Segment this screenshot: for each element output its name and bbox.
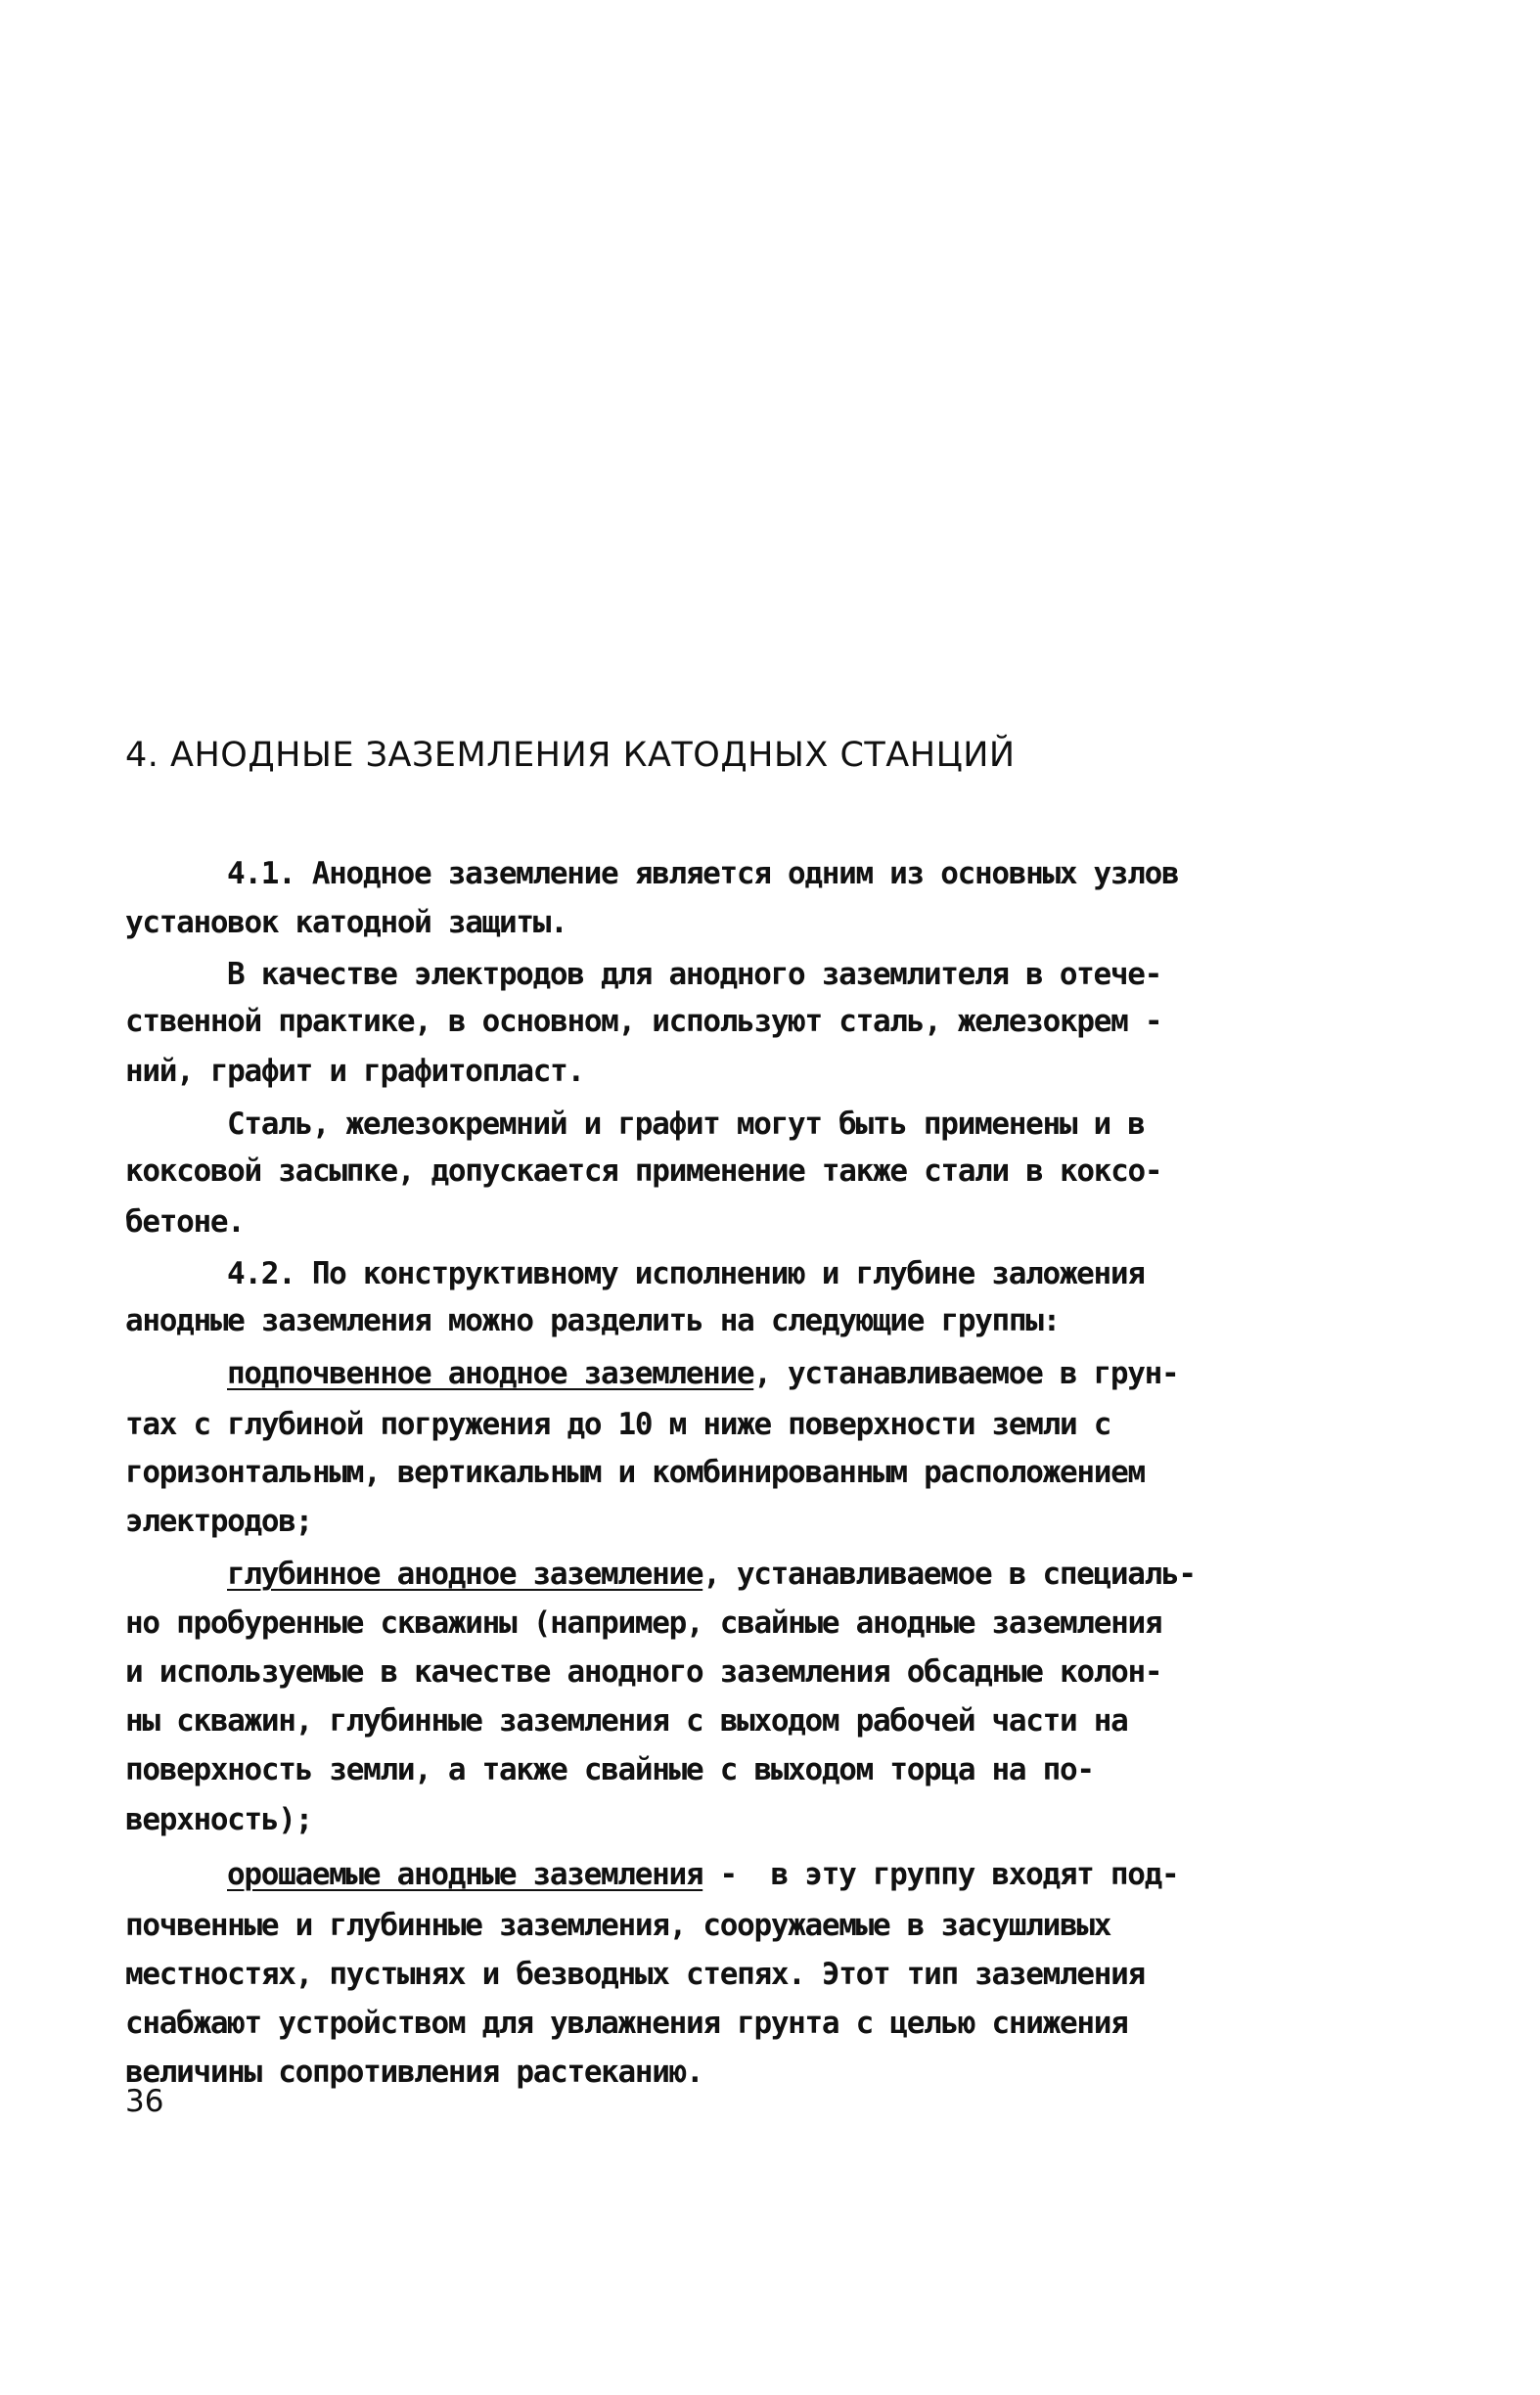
text-line: [227, 1354, 1178, 1393]
line-text: коксовой засыпке, допускается применение также стали в коксо-: [125, 1153, 1162, 1189]
text-line: [227, 1254, 1145, 1293]
line-text: 4.2. По конструктивному исполнению и глубине заложения: [227, 1256, 1145, 1291]
line-text: , устанавливаемое в грун-: [753, 1356, 1179, 1391]
text-line: [125, 1453, 1145, 1492]
line-text: снабжают устройством для увлажнения грунта с целью снижения: [125, 2006, 1128, 2041]
text-line: [125, 1052, 584, 1091]
text-line: [125, 2004, 1127, 2043]
line-text: и используемые в качестве анодного заземления обсадные колон-: [125, 1654, 1162, 1690]
underlined-term: орошаемые анодные заземления: [227, 1857, 703, 1892]
line-text: электродов;: [125, 1504, 312, 1539]
text-line: [125, 1701, 1127, 1740]
underlined-term: подпочвенное анодное заземление: [227, 1356, 754, 1391]
text-line: [125, 1301, 1060, 1340]
line-text: 4.1. Анодное заземление является одним из основных узлов: [227, 856, 1179, 891]
text-line: [125, 1800, 312, 1839]
line-text: поверхность земли, а также свайные с выходом торца на по-: [125, 1752, 1094, 1787]
text-line: [125, 1750, 1094, 1789]
text-line: [227, 955, 1161, 994]
text-line: [125, 1604, 1161, 1643]
text-line: [125, 1502, 312, 1541]
line-text: ний, графит и графитопласт.: [125, 1054, 584, 1089]
text-line: [227, 1555, 1196, 1594]
line-text: тах с глубиной погружения до 10 м ниже поверхности земли с: [125, 1407, 1111, 1442]
line-text: почвенные и глубинные заземления, сооружаемые в засушливых: [125, 1908, 1111, 1943]
line-text: величины сопротивления растеканию.: [125, 2055, 703, 2090]
line-text: бетоне.: [125, 1204, 245, 1240]
text-line: [125, 1002, 1161, 1041]
line-text: Сталь, железокремний и графит могут быть применены и в: [227, 1107, 1145, 1142]
line-text: В качестве электродов для анодного заземлителя в отече-: [227, 957, 1161, 992]
text-line: [227, 1855, 1178, 1894]
text-line: [125, 1202, 245, 1242]
line-text: , устанавливаемое в специаль-: [702, 1557, 1196, 1592]
text-line: [125, 1152, 1161, 1191]
underlined-term: глубинное анодное заземление: [227, 1557, 703, 1592]
text-line: [125, 1652, 1161, 1692]
line-text: но пробуренные скважины (например, свайные анодные заземления: [125, 1605, 1162, 1641]
line-text: горизонтальным, вертикальным и комбинированным расположением: [125, 1455, 1145, 1490]
line-text: ны скважин, глубинные заземления с выходом рабочей части на: [125, 1703, 1128, 1739]
text-line: [125, 2053, 702, 2092]
text-line: [125, 903, 566, 942]
text-line: [125, 1955, 1145, 1994]
line-text: - в эту группу входят под-: [702, 1857, 1179, 1892]
line-text: анодные заземления можно разделить на следующие группы:: [125, 1303, 1060, 1338]
chapter-title: 4. АНОДНЫЕ ЗАЗЕМЛЕНИЯ КАТОДНЫХ СТАНЦИЙ: [125, 736, 1016, 775]
page-number: 36: [125, 2084, 164, 2119]
line-text: ственной практике, в основном, используют сталь, железокрем -: [125, 1004, 1162, 1039]
line-text: местностях, пустынях и безводных степях. Этот тип заземления: [125, 1957, 1145, 1992]
line-text: установок катодной защиты.: [125, 905, 567, 940]
text-line: [227, 854, 1178, 893]
text-line: [227, 1105, 1145, 1144]
text-line: [125, 1405, 1110, 1444]
text-line: [125, 1906, 1110, 1945]
line-text: верхность);: [125, 1802, 312, 1837]
